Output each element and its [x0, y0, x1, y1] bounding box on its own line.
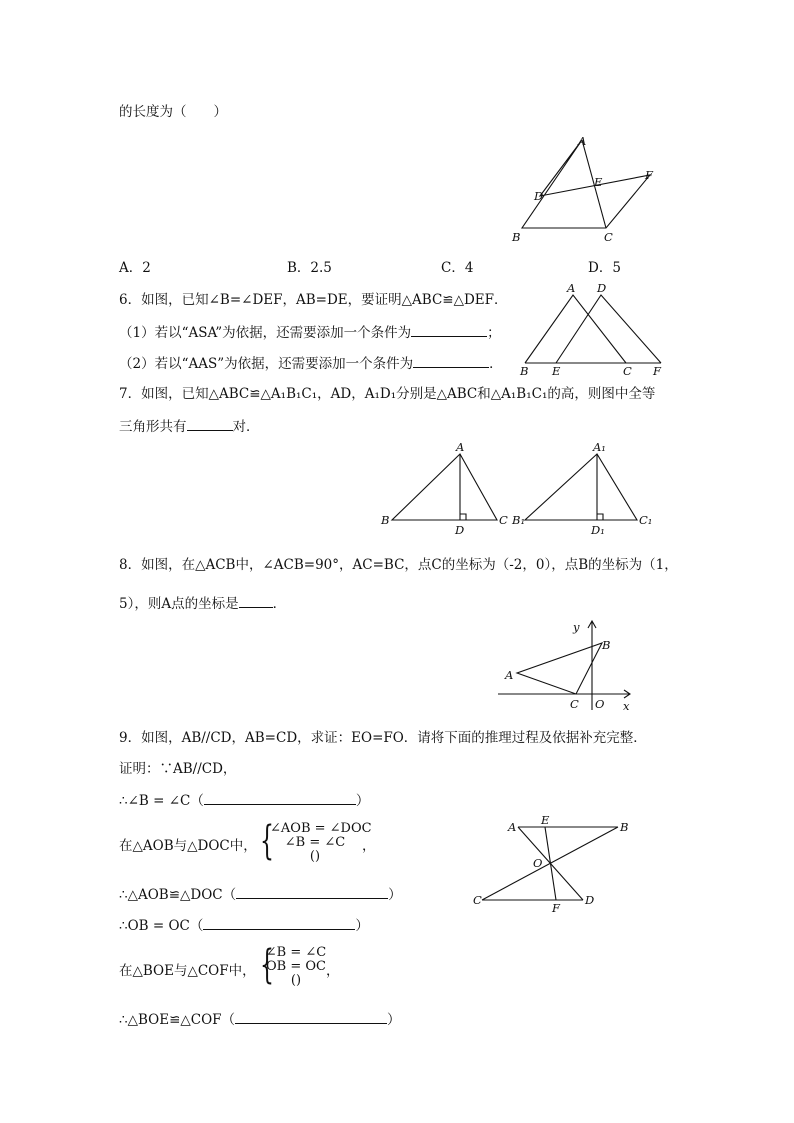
q9-system2-line1: ∠B = ∠C — [265, 945, 327, 960]
q8-label-c: C — [570, 697, 579, 711]
q6-part1-end: ； — [487, 325, 501, 341]
q9-step6-blank[interactable] — [235, 1010, 387, 1024]
q9-step3-blank[interactable] — [236, 885, 388, 899]
q9-label-o: O — [533, 856, 543, 870]
q9-step5-suffix: ， — [326, 963, 340, 979]
q9-step1-text: ∴∠B = ∠C（ — [119, 793, 204, 809]
q8-label-o: O — [595, 697, 605, 711]
q9-step4-close: ） — [355, 918, 369, 934]
q9-step3-close: ） — [388, 887, 402, 903]
q5-stem-tail: 的长度为（ ） — [119, 104, 227, 120]
q9-system1-line1: ∠AOB = ∠DOC — [270, 821, 372, 836]
q7-label-c1: C₁ — [639, 513, 653, 527]
q7-label-a: A — [456, 440, 465, 454]
q9-system2 — [264, 946, 328, 988]
q8-line2-b: ． — [272, 596, 287, 612]
q9-step5-prefix: 在△BOE与△COF中， — [119, 963, 256, 979]
q7-line1: 7．如图，已知△ABC≌△A₁B₁C₁，AD，A₁D₁分别是△ABC和△A₁B₁C₁的高，则图中全等 — [119, 386, 656, 402]
q9-step1-blank[interactable] — [204, 791, 356, 805]
q9-step3-text: ∴△AOB≌△DOC（ — [119, 887, 237, 903]
q5-option-b: B．2.5 — [287, 260, 332, 276]
q8-figure — [495, 618, 640, 718]
q9-stem: 9．如图，AB//CD，AB=CD，求证：EO=FO．请将下面的推理过程及依据补充完整． — [119, 730, 647, 746]
q7-label-b: B — [381, 513, 390, 527]
q5-label-d: D — [534, 189, 544, 203]
q9-step6 — [119, 1010, 401, 1028]
q5-label-c: C — [604, 230, 613, 244]
q5-label-f: F — [645, 168, 653, 182]
q6-part2-blank[interactable] — [413, 354, 489, 368]
q6-label-c: C — [623, 364, 632, 378]
q7-line2-b: 对． — [232, 419, 260, 435]
q9-segment-ef — [545, 827, 556, 900]
q9-step6-text: ∴△BOE≌△COF（ — [119, 1012, 236, 1028]
q9-step2-suffix: ， — [362, 838, 376, 854]
q8-line2 — [119, 594, 286, 612]
q6-label-d: D — [597, 281, 607, 295]
q9-proof-start: 证明：∵AB//CD， — [119, 761, 237, 777]
q9-system1-line3[interactable]: () — [309, 849, 321, 864]
q9-label-f: F — [552, 901, 560, 915]
q7-right-angle-d1 — [597, 514, 603, 520]
q6-triangle-def — [556, 295, 661, 363]
q9-label-e: E — [541, 813, 550, 827]
q9-step3 — [119, 885, 402, 903]
q7-label-d: D — [455, 523, 465, 537]
q7-triangle-abc — [392, 454, 497, 520]
q7-figure — [375, 440, 665, 540]
q7-right-angle-d — [460, 514, 466, 520]
q6-part1 — [119, 323, 501, 341]
q6-part1-text: （1）若以“ASA”为依据，还需要添加一个条件为 — [119, 325, 412, 341]
q9-label-b: B — [620, 820, 629, 834]
q6-part1-blank[interactable] — [411, 323, 487, 337]
q8-blank[interactable] — [239, 594, 273, 608]
q7-label-d1: D₁ — [591, 523, 605, 537]
q8-triangle-acb — [517, 643, 602, 694]
q6-label-a: A — [567, 281, 576, 295]
q5-option-a: A．2 — [119, 260, 151, 276]
q6-part2 — [119, 354, 503, 372]
q8-line1: 8．如图，在△ACB中，∠ACB=90°，AC=BC，点C的坐标为（-2，0），点B的坐标为（1， — [119, 557, 678, 573]
q6-triangle-abc — [525, 295, 626, 363]
q7-triangle-a1b1c1 — [525, 454, 637, 520]
q9-step4-blank[interactable] — [203, 916, 355, 930]
q9-system1 — [270, 821, 372, 864]
q9-step2-prefix: 在△AOB与△DOC中， — [119, 838, 257, 854]
q9-system2-brace: { — [260, 942, 274, 988]
q6-label-b: B — [520, 364, 529, 378]
q8-label-b: B — [602, 638, 611, 652]
q8-label-y: y — [573, 620, 580, 634]
q6-part2-end: ． — [489, 356, 503, 372]
q8-line2-a: 5），则A点的坐标是 — [119, 596, 239, 612]
q6-stem: 6．如图，已知∠B=∠DEF，AB=DE，要证明△ABC≌△DEF． — [119, 292, 508, 308]
q6-label-f: F — [653, 364, 661, 378]
q5-label-b: B — [512, 230, 521, 244]
q6-part2-text: （2）若以“AAS”为依据，还需要添加一个条件为 — [119, 356, 414, 372]
q9-system1-line2: ∠B = ∠C — [284, 835, 346, 850]
q9-label-a: A — [508, 820, 517, 834]
q5-option-c: C．4 — [441, 260, 474, 276]
q7-label-b1: B₁ — [512, 513, 526, 527]
q9-step4 — [119, 916, 369, 934]
q5-label-a: A — [578, 134, 587, 148]
q9-label-c: C — [473, 893, 482, 907]
q9-system1-brace: { — [260, 818, 274, 864]
q5-figure — [500, 130, 670, 250]
q7-blank[interactable] — [187, 417, 233, 431]
q7-label-c: C — [499, 513, 508, 527]
q5-label-e: E — [594, 175, 603, 189]
q9-step1-close: ） — [355, 793, 370, 809]
q7-line2 — [119, 417, 260, 435]
q8-label-a: A — [505, 668, 514, 682]
q5-option-d: D．5 — [588, 260, 621, 276]
q6-label-e: E — [552, 364, 561, 378]
q9-label-d: D — [585, 893, 595, 907]
q9-step6-close: ） — [387, 1012, 401, 1028]
q9-figure — [470, 812, 640, 917]
q8-label-x: x — [623, 699, 630, 713]
q9-system2-line3[interactable]: () — [290, 973, 302, 988]
q9-system2-line2: OB = OC — [266, 959, 326, 974]
q9-step1 — [119, 791, 369, 809]
q7-label-a1: A₁ — [593, 440, 606, 454]
q7-line2-a: 三角形共有 — [119, 419, 187, 435]
q6-figure — [515, 282, 675, 377]
q9-step4-text: ∴OB = OC（ — [119, 918, 204, 934]
